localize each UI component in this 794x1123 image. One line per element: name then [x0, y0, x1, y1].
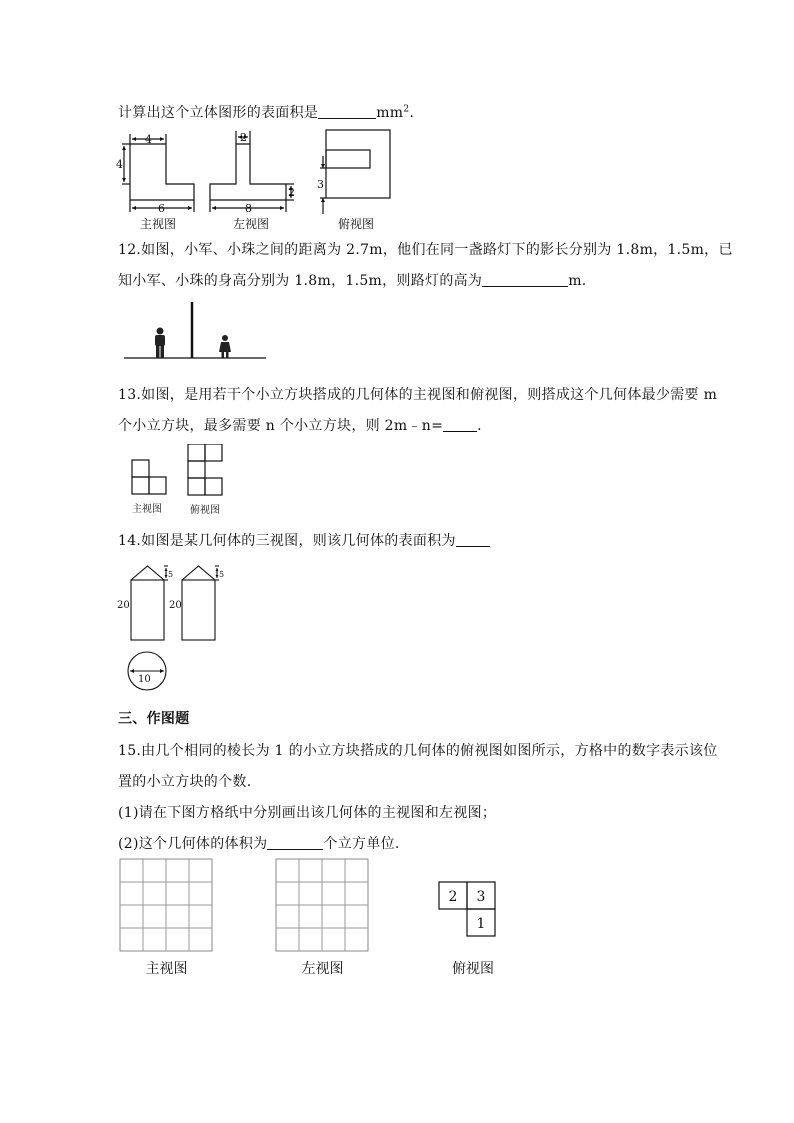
q13-top-cell	[188, 444, 205, 461]
q11-dim-4-side: 4	[116, 158, 123, 171]
q13-top-cell	[188, 461, 205, 478]
q11-left-label: 左视图	[233, 217, 270, 230]
q12-streetlight-figure	[120, 298, 270, 364]
q12-person-icon-xiaozhu	[219, 335, 231, 358]
q14-text-before: 14.如图是某几何体的三视图，则该几何体的表面积为	[118, 533, 456, 549]
q14-dim-5-front: 5	[168, 570, 174, 579]
q12-person-icon-xiaojun	[155, 328, 165, 359]
q11-three-views-figure	[114, 126, 404, 230]
q14-dim-5-left: 5	[219, 570, 225, 579]
q14-line1	[118, 530, 490, 550]
q15-top-view-figure	[438, 881, 498, 939]
q11-top-view-inner	[326, 150, 370, 168]
q12-line1: 12.如图，小军、小珠之间的距离为 2.7m，他们在同一盏路灯下的影长分别为 1.8m，1.5m，已	[118, 242, 733, 258]
q11-unit: mm	[376, 105, 404, 121]
q14-dim-10: 10	[138, 674, 151, 685]
q11-left-view-shape	[210, 144, 286, 200]
q13-front-cell	[132, 477, 149, 494]
q11-unit-sup: 2	[403, 104, 410, 115]
q11-dim-6: 6	[158, 202, 165, 215]
q15-line3: (1)请在下图方格纸中分别画出该几何体的主视图和左视图；	[118, 805, 497, 821]
q13-line1: 13.如图，是用若干个小立方块搭成的几何体的主视图和俯视图，则搭成这个几何体最少需要 m	[118, 387, 718, 403]
q11-front-label: 主视图	[140, 217, 177, 230]
q14-front-roof	[131, 566, 164, 580]
q13-text-after: .	[477, 418, 482, 434]
q13-top-cell	[205, 478, 222, 495]
q11-front-view-shape	[130, 144, 194, 200]
q14-left-rect	[182, 580, 215, 640]
q12-answer-blank	[482, 272, 568, 287]
q13-front-label: 主视图	[132, 504, 162, 515]
q11-dim-4-top: 4	[145, 133, 152, 146]
q13-text-before: 个小立方块，最多需要 n 个小立方块，则 2m﹣n=	[118, 418, 444, 434]
q14-dim-20-left: 20	[169, 600, 182, 611]
q15-left-label: 左视图	[301, 961, 344, 977]
q13-top-cell	[205, 444, 222, 461]
q13-views-figure	[128, 444, 228, 516]
q15-text-before: (2)这个几何体的体积为	[118, 836, 268, 852]
q12-line2	[118, 270, 587, 290]
q15-answer-blank	[267, 835, 323, 850]
q13-front-cell	[132, 460, 149, 477]
q14-three-views-figure	[116, 560, 226, 692]
q15-cell-value: 3	[476, 889, 486, 905]
q11-period: .	[409, 105, 415, 121]
q15-left-view-grid[interactable]	[275, 858, 370, 952]
q14-left-roof	[182, 566, 215, 580]
q11-dim-2-side: 2	[288, 186, 295, 199]
q13-line2	[118, 415, 482, 435]
q13-top-cell	[188, 478, 205, 495]
q11-dim-3: 3	[317, 178, 324, 191]
q11-top-label: 俯视图	[338, 217, 375, 230]
q14-answer-blank	[456, 532, 490, 547]
q15-line4	[118, 833, 400, 853]
q14-front-rect	[131, 580, 164, 640]
q11-dim-8: 8	[245, 202, 252, 215]
q15-cell-value: 2	[448, 889, 458, 905]
q11-top-view-outer	[326, 130, 390, 198]
q12-text-after: m.	[568, 273, 587, 289]
q11-text-before: 计算出这个立体图形的表面积是	[118, 105, 319, 121]
q15-line1: 15.由几个相同的棱长为 1 的小立方块搭成的几何体的俯视图如图所示，方格中的数字表示该位	[118, 743, 718, 759]
q13-answer-blank	[443, 417, 477, 432]
q11-answer-blank	[318, 104, 376, 119]
q11-text	[118, 102, 414, 122]
q13-front-cell	[149, 477, 166, 494]
q15-top-label: 俯视图	[452, 961, 494, 977]
q13-top-label: 俯视图	[190, 505, 220, 516]
q15-cell-value: 1	[476, 916, 486, 932]
q15-front-view-grid[interactable]	[119, 858, 214, 952]
q15-front-label: 主视图	[145, 961, 188, 977]
section-title: 三、作图题	[118, 711, 190, 727]
q11-dim-2-top: 2	[240, 131, 247, 144]
q14-dim-20-front: 20	[117, 600, 130, 611]
q12-text-before: 知小军、小珠的身高分别为 1.8m，1.5m，则路灯的高为	[118, 273, 483, 289]
q15-text-after: 个立方单位.	[323, 836, 400, 852]
q15-line2: 置的小立方块的个数.	[118, 774, 252, 790]
